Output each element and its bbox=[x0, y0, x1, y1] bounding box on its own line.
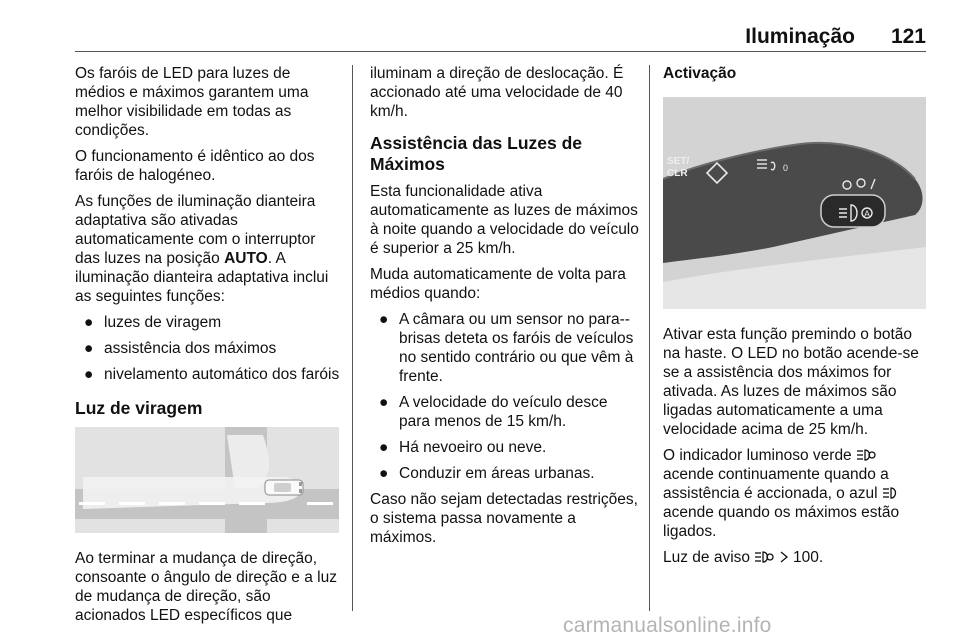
paragraph-switch-back: Muda automaticamente de volta para médios quando: bbox=[370, 266, 626, 302]
section-heading-high-beam-assist: Assistência das Luzes de Máximos bbox=[370, 133, 583, 174]
header-rule bbox=[75, 51, 926, 52]
list-item bbox=[370, 438, 642, 457]
section-heading-cornering-light: Luz de viragem bbox=[75, 398, 203, 418]
bullet-icon: ● bbox=[84, 340, 94, 357]
column-divider-1 bbox=[352, 65, 353, 611]
paragraph-text: Luz de aviso bbox=[663, 549, 755, 566]
svg-text:0: 0 bbox=[783, 163, 789, 173]
list-item bbox=[75, 339, 343, 358]
column-divider-2 bbox=[649, 65, 650, 611]
list-item bbox=[75, 313, 343, 332]
column-1 bbox=[75, 64, 343, 632]
bullet-icon: ● bbox=[379, 311, 389, 328]
paragraph-led-headlights: Os faróis de LED para luzes de médios e máximos garantem uma melhor visibilidade em todas as condições. bbox=[75, 65, 309, 139]
paragraph-text: acende quando os máximos estão ligados. bbox=[663, 504, 900, 540]
auto-keyword: AUTO bbox=[224, 250, 268, 267]
list-item-text: Há nevoeiro ou neve. bbox=[399, 439, 547, 456]
function-list bbox=[75, 313, 343, 384]
paragraph-activate-function: Ativar esta função premindo o botão na haste. O LED no botão acende-se se a assistência dos máximos for ativada. As luzes de máximos são ligadas automaticamente a uma velocidade acima de 25 km/h. bbox=[663, 326, 919, 438]
section-heading-activation: Activação bbox=[663, 65, 737, 82]
paragraph-warning-light bbox=[663, 548, 929, 567]
set-clr-label: SET/ bbox=[667, 156, 690, 167]
high-beam-assist-green-icon bbox=[856, 448, 876, 462]
cornering-light-illustration bbox=[75, 427, 339, 533]
paragraph-restore-high-beam: Caso não sejam detectadas restrições, o sistema passa novamente a máximos. bbox=[370, 491, 638, 546]
high-beam-blue-icon bbox=[882, 486, 898, 500]
list-item-text: nivelamento automático dos faróis bbox=[104, 366, 340, 383]
paragraph-adaptive-lighting bbox=[75, 192, 343, 306]
high-beam-assist-button bbox=[821, 195, 885, 227]
list-item-text: Conduzir em áreas urbanas. bbox=[399, 465, 595, 482]
bullet-icon: ● bbox=[84, 314, 94, 331]
page-header-title: Iluminação bbox=[745, 25, 855, 48]
list-item-text: assistência dos máximos bbox=[104, 340, 277, 357]
column-2 bbox=[370, 64, 642, 554]
bullet-icon: ● bbox=[84, 366, 94, 383]
page-reference-arrow-icon bbox=[779, 550, 789, 564]
paragraph-text: . A iluminação dianteira adaptativa inclui as seguintes funções: bbox=[75, 250, 329, 305]
list-item bbox=[370, 310, 642, 386]
light-stalk-illustration bbox=[663, 97, 926, 309]
bullet-icon: ● bbox=[379, 439, 389, 456]
paragraph-text: O indicador luminoso verde bbox=[663, 447, 856, 464]
column-3 bbox=[663, 64, 929, 574]
bullet-icon: ● bbox=[379, 465, 389, 482]
page-reference-text: 100. bbox=[788, 549, 824, 566]
list-item bbox=[370, 393, 642, 431]
set-clr-label: CLR bbox=[667, 168, 688, 179]
paragraph-high-beam-activation: Esta funcionalidade ativa automaticamente as luzes de máximos à noite quando a velocidade do veículo é superior a 25 km/h. bbox=[370, 183, 639, 257]
paragraph-text: acende continuamente quando a assistência é accionada, o azul bbox=[663, 466, 889, 502]
list-item-text: A câmara ou um sensor no para--brisas deteta os faróis de veículos no sentido contrário ou que vêm à frente. bbox=[399, 311, 634, 385]
page-number: 121 bbox=[890, 25, 926, 48]
list-item-text: A velocidade do veículo desce para menos de 15 km/h. bbox=[399, 394, 608, 430]
svg-text:A: A bbox=[864, 209, 871, 219]
list-item-text: luzes de viragem bbox=[104, 314, 222, 331]
list-item bbox=[370, 464, 642, 483]
paragraph-text: As funções de iluminação dianteira adaptativa são ativadas automaticamente com o interruptor das luzes na posição bbox=[75, 193, 316, 267]
watermark: carmanualsonline.info bbox=[563, 614, 772, 637]
paragraph-indicator-lights bbox=[663, 446, 929, 541]
paragraph-cornering-light: Ao terminar a mudança de direção, consoante o ângulo de direção e a luz de mudança de direção, são acionados LED específicos que bbox=[75, 550, 337, 624]
list-item bbox=[75, 365, 343, 384]
paragraph-direction: iluminam a direção de deslocação. É accionado até uma velocidade de 40 km/h. bbox=[370, 65, 624, 120]
conditions-list bbox=[370, 310, 642, 483]
bullet-icon: ● bbox=[379, 394, 389, 411]
high-beam-assist-icon bbox=[754, 550, 774, 564]
paragraph-operation: O funcionamento é idêntico ao dos faróis de halogéneo. bbox=[75, 148, 315, 184]
